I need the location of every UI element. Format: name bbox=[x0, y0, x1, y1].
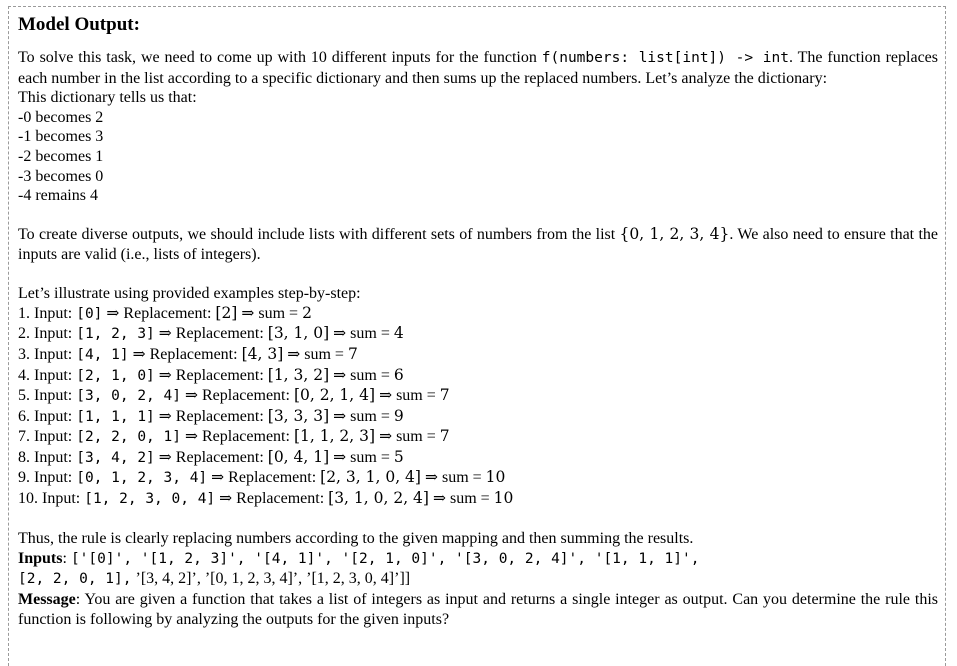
example-input: [1, 1, 1] bbox=[76, 408, 155, 425]
arrow-symbol: ⇒ bbox=[132, 344, 146, 363]
example-input-label: Input: bbox=[34, 366, 73, 384]
example-input-label: Input: bbox=[34, 304, 73, 322]
example-row bbox=[18, 304, 938, 325]
diverse-text: To create diverse outputs, we should include lists with different sets of numbers from the list bbox=[18, 226, 620, 244]
inputs-line-1: Inputs: ['[0]', '[1, 2, 3]', '[4, 1]', '[2, 1, 0]', '[3, 0, 2, 4]', '[1, 1, 1]', bbox=[18, 549, 700, 567]
example-input: [0] bbox=[76, 305, 103, 322]
mapping-item: -3 becomes 0 bbox=[18, 167, 104, 185]
example-sum-label: sum = bbox=[350, 325, 390, 343]
example-sum: 4 bbox=[393, 324, 404, 343]
example-sum: 7 bbox=[347, 344, 358, 363]
arrow-symbol: ⇒ bbox=[211, 468, 225, 487]
arrow-symbol: ⇒ bbox=[158, 324, 172, 343]
example-sum-label: sum = bbox=[350, 407, 390, 425]
examples-list bbox=[18, 304, 938, 510]
arrow-symbol: ⇒ bbox=[287, 344, 301, 363]
arrow-symbol: ⇒ bbox=[184, 386, 198, 405]
mapping-item: -0 becomes 2 bbox=[18, 108, 104, 126]
example-replacement: [3, 1, 0, 2, 4] bbox=[328, 489, 429, 508]
example-replacement-label: Replacement: bbox=[175, 325, 264, 343]
arrow-symbol: ⇒ bbox=[333, 324, 347, 343]
example-sum: 2 bbox=[302, 303, 312, 322]
example-replacement: [3, 3, 3] bbox=[267, 406, 330, 425]
example-replacement-label: Replacement: bbox=[201, 387, 290, 405]
example-input-label: Input: bbox=[34, 345, 73, 363]
example-input: [3, 4, 2] bbox=[76, 449, 155, 466]
example-input: [2, 1, 0] bbox=[76, 367, 155, 384]
arrow-symbol: ⇒ bbox=[158, 447, 172, 466]
example-row bbox=[18, 489, 938, 510]
mapping-item: -1 becomes 3 bbox=[18, 128, 104, 146]
example-replacement: [3, 1, 0] bbox=[267, 324, 330, 343]
illustrate-intro: Let’s illustrate using provided examples step-by-step: bbox=[18, 285, 361, 303]
inputs-list-2-mono: [2, 2, 0, 1], bbox=[18, 571, 132, 588]
example-sum-label: sum = bbox=[350, 448, 390, 466]
example-input-label: Input: bbox=[34, 325, 73, 343]
arrow-symbol: ⇒ bbox=[424, 468, 438, 487]
inputs-label: Inputs bbox=[18, 549, 63, 567]
example-sum-label: sum = bbox=[441, 469, 482, 487]
example-input: [2, 2, 0, 1] bbox=[76, 429, 181, 446]
diverse-paragraph bbox=[18, 225, 938, 264]
message-text: : You are given a function that takes a list of integers as input and returns a single integer as output. Can you determine the rule this function is following by analyzing the outputs for the given inputs? bbox=[18, 591, 938, 628]
example-number: 6. bbox=[18, 407, 30, 425]
example-input-label: Input: bbox=[34, 469, 73, 487]
mapping-item: -2 becomes 1 bbox=[18, 147, 104, 165]
example-sum: 10 bbox=[493, 489, 514, 508]
example-row bbox=[18, 366, 938, 387]
message-paragraph bbox=[18, 590, 938, 629]
example-sum-label: sum = bbox=[396, 428, 436, 446]
intro-text-rest: . The function replaces each number in the list according to a specific dictionary and then sums up the replaced numbers. Let’s analyze the dictionary: bbox=[18, 49, 939, 87]
example-input-label: Input: bbox=[42, 490, 81, 508]
example-number: 1. bbox=[18, 304, 30, 322]
arrow-symbol: ⇒ bbox=[432, 489, 446, 508]
arrow-symbol: ⇒ bbox=[158, 406, 172, 425]
example-replacement-label: Replacement: bbox=[175, 407, 264, 425]
example-replacement-label: Replacement: bbox=[236, 490, 325, 508]
example-sum: 9 bbox=[393, 406, 404, 425]
example-replacement: [0, 4, 1] bbox=[267, 447, 330, 466]
example-input: [0, 1, 2, 3, 4] bbox=[76, 470, 208, 487]
example-sum-label: sum = bbox=[449, 490, 490, 508]
example-input: [4, 1] bbox=[76, 346, 129, 363]
example-sum: 7 bbox=[439, 386, 450, 405]
example-number: 5. bbox=[18, 387, 30, 405]
example-sum: 7 bbox=[439, 427, 450, 446]
example-number: 9. bbox=[18, 469, 30, 487]
arrow-symbol: ⇒ bbox=[184, 427, 198, 446]
example-sum: 5 bbox=[393, 447, 404, 466]
intro-text: To solve this task, we need to come up with 10 different inputs for the function bbox=[18, 49, 542, 66]
example-row bbox=[18, 324, 938, 345]
function-signature: f(numbers: list[int]) -> int bbox=[541, 50, 789, 66]
example-input-label: Input: bbox=[34, 407, 73, 425]
example-replacement: [2] bbox=[215, 303, 238, 322]
mapping-list bbox=[18, 108, 938, 206]
message-label: Message bbox=[18, 591, 76, 609]
example-row bbox=[18, 468, 938, 489]
example-number: 2. bbox=[18, 325, 30, 343]
example-number: 7. bbox=[18, 428, 30, 446]
intro-paragraph bbox=[18, 48, 938, 88]
arrow-symbol: ⇒ bbox=[158, 365, 172, 384]
example-replacement: [1, 3, 2] bbox=[267, 365, 330, 384]
arrow-symbol: ⇒ bbox=[379, 386, 393, 405]
example-row bbox=[18, 407, 938, 428]
mapping-item: -4 remains 4 bbox=[18, 187, 98, 205]
example-number: 10. bbox=[18, 490, 38, 508]
example-row bbox=[18, 345, 938, 366]
arrow-symbol: ⇒ bbox=[106, 303, 120, 322]
conclusion: Thus, the rule is clearly replacing numbers according to the given mapping and then summing the results. bbox=[18, 530, 694, 548]
inputs-list-1: ['[0]', '[1, 2, 3]', '[4, 1]', '[2, 1, 0]', '[3, 0, 2, 4]', '[1, 1, 1]', bbox=[70, 550, 700, 567]
example-replacement-label: Replacement: bbox=[175, 366, 264, 384]
example-input: [3, 0, 2, 4] bbox=[76, 388, 181, 405]
example-number: 3. bbox=[18, 345, 30, 363]
example-input: [1, 2, 3] bbox=[76, 326, 155, 343]
arrow-symbol: ⇒ bbox=[333, 447, 347, 466]
example-input: [1, 2, 3, 0, 4] bbox=[84, 491, 216, 508]
example-replacement-label: Replacement: bbox=[149, 345, 238, 363]
example-sum: 6 bbox=[393, 365, 404, 384]
example-sum: 10 bbox=[485, 468, 506, 487]
dict-intro: This dictionary tells us that: bbox=[18, 89, 197, 107]
example-replacement: [4, 3] bbox=[241, 344, 284, 363]
example-sum-label: sum = bbox=[258, 304, 299, 322]
example-replacement-label: Replacement: bbox=[201, 428, 290, 446]
example-number: 4. bbox=[18, 366, 30, 384]
example-number: 8. bbox=[18, 448, 30, 466]
arrow-symbol: ⇒ bbox=[219, 489, 233, 508]
inputs-line-2 bbox=[18, 569, 938, 590]
arrow-symbol: ⇒ bbox=[333, 365, 347, 384]
example-replacement: [2, 3, 1, 0, 4] bbox=[320, 468, 421, 487]
example-input-label: Input: bbox=[34, 387, 73, 405]
page-title: Model Output: bbox=[18, 14, 140, 35]
arrow-symbol: ⇒ bbox=[333, 406, 347, 425]
example-replacement-label: Replacement: bbox=[228, 469, 317, 487]
example-input-label: Input: bbox=[34, 448, 73, 466]
arrow-symbol: ⇒ bbox=[379, 427, 393, 446]
example-replacement: [1, 1, 2, 3] bbox=[293, 427, 376, 446]
example-input-label: Input: bbox=[34, 428, 73, 446]
example-sum-label: sum = bbox=[350, 366, 390, 384]
example-row bbox=[18, 427, 938, 448]
diverse-text-rest: . We also need to ensure that the inputs are valid (i.e., lists of integers). bbox=[18, 226, 938, 263]
model-output-document bbox=[18, 14, 938, 629]
example-row bbox=[18, 386, 938, 407]
example-row bbox=[18, 448, 938, 469]
example-sum-label: sum = bbox=[396, 387, 436, 405]
example-replacement-label: Replacement: bbox=[175, 448, 264, 466]
example-replacement-label: Replacement: bbox=[123, 304, 212, 322]
example-replacement: [0, 2, 1, 4] bbox=[293, 386, 376, 405]
arrow-symbol: ⇒ bbox=[241, 303, 255, 322]
inputs-list-2-rest: ’[3, 4, 2]’, ’[0, 1, 2, 3, 4]’, ’[1, 2, 3, 0, 4]’]] bbox=[131, 570, 411, 588]
example-sum-label: sum = bbox=[304, 345, 344, 363]
number-set: {0, 1, 2, 3, 4} bbox=[619, 225, 730, 244]
